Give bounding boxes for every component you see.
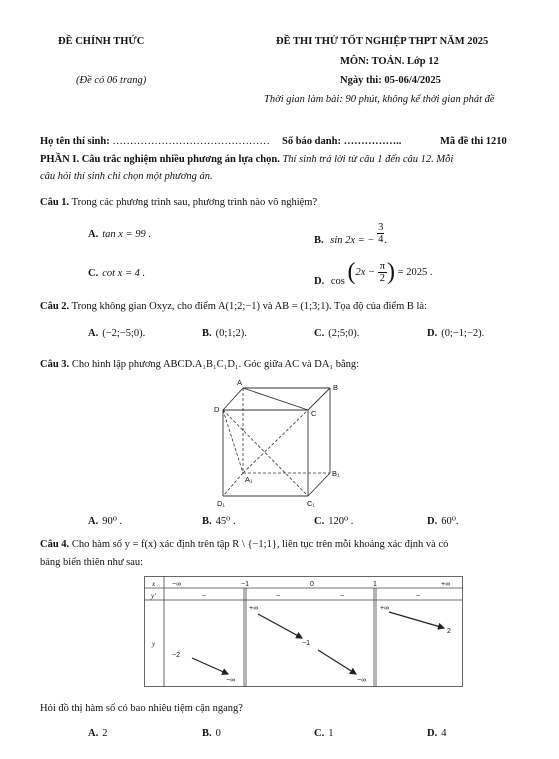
y-val-2: +∞: [249, 605, 259, 612]
q4-option-c: C. 1: [314, 728, 334, 739]
q4-option-d: D. 4: [427, 728, 447, 739]
subject-label: MÔN: TOÁN. Lớp 12: [340, 56, 439, 67]
y-val-5: +∞: [380, 605, 390, 612]
q4-text-2: bảng biến thiên như sau:: [40, 557, 144, 568]
q4-label: Câu 4.: [40, 539, 70, 550]
part1-heading: [40, 154, 453, 165]
sbd-line: [282, 136, 401, 147]
q2-label: Câu 2.: [40, 301, 70, 312]
cube-figure: [205, 378, 355, 513]
x-val-1: −1: [241, 581, 249, 588]
exam-title: ĐỀ THI THỬ TỐT NGHIỆP THPT NĂM 2025: [276, 36, 489, 47]
part1-instruction: Thí sinh trả lời từ câu 1 đến câu 12. Mỗi: [282, 154, 454, 165]
q4-stem: [40, 539, 448, 550]
x-val-2: 0: [310, 581, 314, 588]
y-val-0: −2: [172, 652, 180, 659]
vertex-d1: D₁: [217, 499, 225, 508]
official-label: ĐỀ CHÍNH THỨC: [58, 36, 145, 47]
exam-date: Ngày thi: 05-06/4/2025: [340, 75, 441, 86]
vertex-b1: B₁: [332, 469, 340, 478]
q4-option-a: A. 2: [88, 728, 108, 739]
page-count-note: (Đề có 06 trang): [76, 75, 147, 86]
exam-code: Mã đề thi 1210: [440, 136, 507, 147]
vertex-a1: A₁: [245, 475, 253, 484]
q4-text: Cho hàm số y = f(x) xác định trên tập R \ {−1;1}, liên tục trên mỗi khoảng xác định và có: [71, 539, 449, 550]
q1-option-d: D. cos (2x − $\frac{\pi}{2}$ ) = 2025 .: [314, 259, 433, 287]
vertex-d: D: [214, 405, 220, 414]
q2-option-a: A. (−2;−5;0).: [88, 328, 146, 339]
yp-val-2: −: [340, 593, 345, 600]
vertex-a: A: [237, 378, 243, 387]
x-val-0: −∞: [172, 581, 182, 588]
y-val-1: −∞: [226, 677, 236, 684]
q3-option-a: A. 90⁰ .: [88, 516, 123, 527]
q3-label: Câu 3.: [40, 359, 70, 370]
sbd-label: Số báo danh:: [282, 136, 341, 147]
q1-c-text: cot x = 4 .: [102, 268, 146, 279]
row-y-label: y: [152, 640, 156, 648]
name-dots: ………………………………………: [112, 136, 270, 147]
y-val-6: 2: [447, 628, 451, 635]
q3-stem: [40, 359, 359, 370]
row-x-label: x: [152, 580, 156, 588]
q3-text: Cho hình lập phương ABCD.A₁B₁C₁D₁. Góc giữa AC và DA₁ bằng:: [71, 359, 360, 370]
x-val-4: +∞: [441, 581, 451, 588]
q3-option-b: B. 45⁰ .: [202, 516, 236, 527]
vertex-c1: C₁: [307, 499, 315, 508]
q1-label: Câu 1.: [40, 197, 70, 208]
q2-text: Trong không gian Oxyz, cho điểm A(1;2;−1) và AB = (1;3;1). Tọa độ của điểm B là:: [71, 301, 428, 312]
q2-option-b: B. (0;1;2).: [202, 328, 247, 339]
yp-val-1: −: [276, 593, 281, 600]
q1-a-text: tan x = 99 .: [102, 229, 152, 240]
q1-option-c: C. cot x = 4 .: [88, 268, 146, 279]
sbd-dots: ……………..: [343, 136, 402, 147]
vertex-b: B: [333, 383, 339, 392]
part1-instruction-2: câu hỏi thí sinh chỉ chọn một phương án.: [40, 171, 213, 182]
q4-option-b: B. 0: [202, 728, 221, 739]
name-label: Họ tên thí sinh:: [40, 136, 110, 147]
q1-option-b: B. sin 2x = − $\frac{3}{4}$ .: [314, 222, 387, 246]
exam-duration: Thời gian làm bài: 90 phút, không kể thời gian phát đề: [264, 94, 495, 105]
q2-option-c: C. (2;5;0).: [314, 328, 360, 339]
q1-text: Trong các phương trình sau, phương trình nào vô nghiệm?: [71, 197, 318, 208]
vertex-c: C: [311, 409, 317, 418]
variation-table: [144, 576, 464, 688]
q3-option-c: C. 120⁰ .: [314, 516, 354, 527]
q2-stem: [40, 301, 427, 312]
row-yp-label: y′: [151, 592, 156, 600]
part1-title: PHẦN I. Câu trắc nghiệm nhiều phương án lựa chọn.: [40, 154, 280, 165]
x-val-3: 1: [373, 581, 377, 588]
q2-option-d: D. (0;−1;−2).: [427, 328, 485, 339]
y-val-4: −∞: [357, 677, 367, 684]
q1-stem: [40, 197, 317, 208]
yp-val-0: −: [202, 593, 207, 600]
candidate-line: [40, 136, 270, 147]
q3-option-d: D. 60⁰.: [427, 516, 459, 527]
y-val-3: −1: [302, 640, 310, 647]
q1-option-a: A. tan x = 99 .: [88, 229, 152, 240]
yp-val-3: −: [416, 593, 421, 600]
q4-question: Hỏi đồ thị hàm số có bao nhiêu tiệm cận ngang?: [40, 703, 243, 714]
